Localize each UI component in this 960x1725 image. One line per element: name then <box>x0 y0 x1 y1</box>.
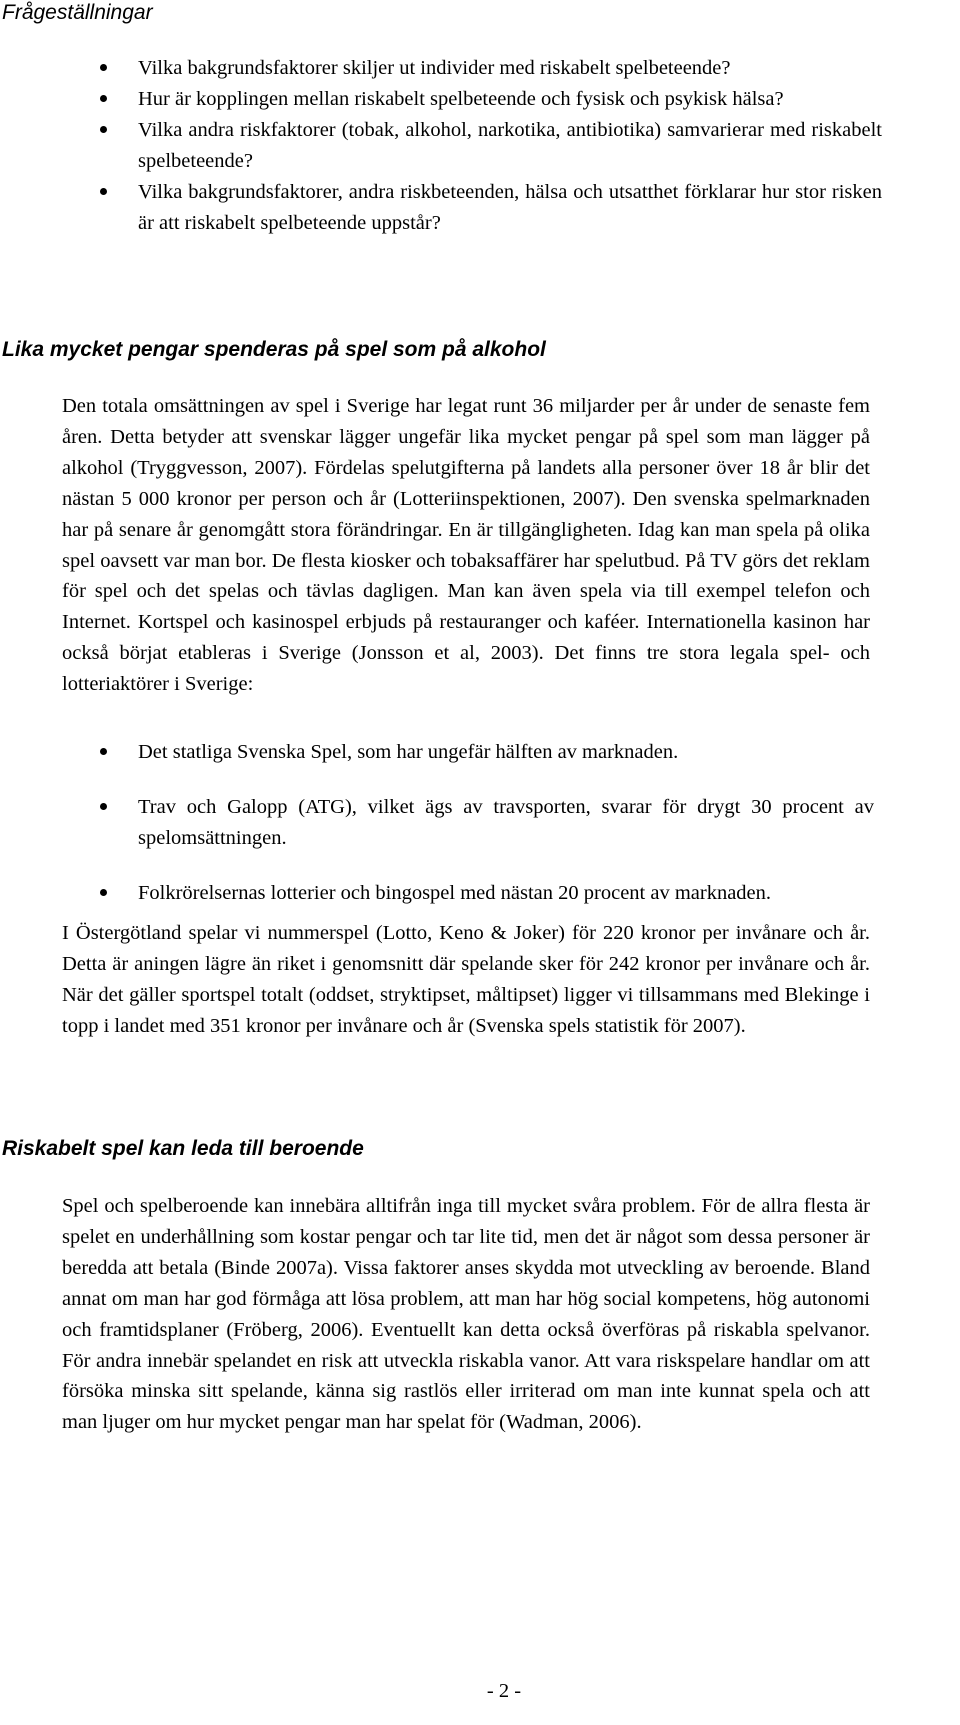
list-item <box>0 53 882 84</box>
list-item <box>0 84 882 115</box>
bullet-icon <box>100 95 107 102</box>
section-heading-spending: Lika mycket pengar spenderas på spel som på alkohol <box>2 338 546 361</box>
body-paragraph-addiction: Spel och spelberoende kan innebära alltifrån inga till mycket svåra problem. För de allra flesta är spelet en underhållning som kostar pengar och tar lite tid, men det är något som dessa personer är beredda att betala (Binde 2007a). Vissa faktorer anses skydda mot utveckling av beroende. Bland annat om man har god förmåga att lösa problem, att man har hög social kompetens, hög autonomi och framtidsplaner (Fröberg, 2006). Eventuellt kan detta också överföras på riskabla spelvanor. För andra innebär spelandet en risk att utveckla riskabla vanor. Att vara riskspelare handlar om att försöka minska sitt spelande, känna sig rastlös eller irriterad om man inte kunnat spela och att man ljuger om hur mycket pengar man har spelat för (Wadman, 2006). <box>62 1195 870 1434</box>
list-item <box>0 177 882 239</box>
section-heading-fragestallningar: Frågeställningar <box>2 1 153 24</box>
list-item-text: Vilka bakgrundsfaktorer, andra riskbeteenden, hälsa och utsatthet förklarar hur stor risken är att riskabelt spelbeteende uppstår? <box>138 181 882 234</box>
list-item-text: Det statliga Svenska Spel, som har ungefär hälften av marknaden. <box>138 741 679 763</box>
body-paragraph-ostergotland: I Östergötland spelar vi nummerspel (Lotto, Keno & Joker) för 220 kronor per invånare och år. Detta är aningen lägre än riket i genomsnitt där spelande sker för 242 kronor per invånare och år. När det gäller sportspel totalt (oddset, stryktipset, måltipset) ligger vi tillsammans med Blekinge i topp i landet med 351 kronor per invånare och år (Svenska spels statistik för 2007). <box>62 922 870 1037</box>
list-item-text: Vilka bakgrundsfaktorer skiljer ut individer med riskabelt spelbeteende? <box>138 57 731 79</box>
bullet-icon <box>100 889 107 896</box>
bullet-icon <box>100 126 107 133</box>
bullet-icon <box>100 188 107 195</box>
list-item-text: Trav och Galopp (ATG), vilket ägs av travsporten, svarar för drygt 30 procent av spelomsättningen. <box>138 796 874 849</box>
bullet-icon <box>100 748 107 755</box>
list-item <box>0 878 874 909</box>
list-item-text: Hur är kopplingen mellan riskabelt spelbeteende och fysisk och psykisk hälsa? <box>138 88 784 110</box>
research-questions-list <box>0 53 882 239</box>
page-number: - 2 - <box>486 1680 522 1702</box>
section-heading-addiction: Riskabelt spel kan leda till beroende <box>2 1137 364 1160</box>
list-item <box>0 737 874 768</box>
body-paragraph-market: Den totala omsättningen av spel i Sverige har legat runt 36 miljarder per år under de senaste fem åren. Detta betyder att svenskar lägger ungefär lika mycket pengar på spel som man lägger på alkohol (Tryggvesson, 2007). Fördelas spelutgifterna på landets alla personer över 18 år blir det nästan 5 000 kronor per person och år (Lotteriinspektionen, 2007). Den svenska spelmarknaden har på senare år genomgått stora förändringar. En är tillgängligheten. Idag kan man spela på olika spel oavsett var man bor. De flesta kiosker och tobaksaffärer har spelutbud. På TV görs det reklam för spel och det spelas och tävlas dagligen. Man kan även spela via till exempel telefon och Internet. Kortspel och kasinospel erbjuds på restauranger och kaféer. Internationella kasinon har också börjat etableras i Sverige (Jonsson et al, 2003). Det finns tre stora legala spel- och lotteriaktörer i Sverige: <box>62 395 870 696</box>
gaming-operators-list <box>0 737 874 909</box>
list-item-text: Vilka andra riskfaktorer (tobak, alkohol, narkotika, antibiotika) samvarierar med riskabelt spelbeteende? <box>138 119 882 172</box>
bullet-icon <box>100 803 107 810</box>
list-item <box>0 115 882 177</box>
bullet-icon <box>100 64 107 71</box>
list-item-text: Folkrörelsernas lotterier och bingospel med nästan 20 procent av marknaden. <box>138 882 772 904</box>
list-item <box>0 792 874 854</box>
